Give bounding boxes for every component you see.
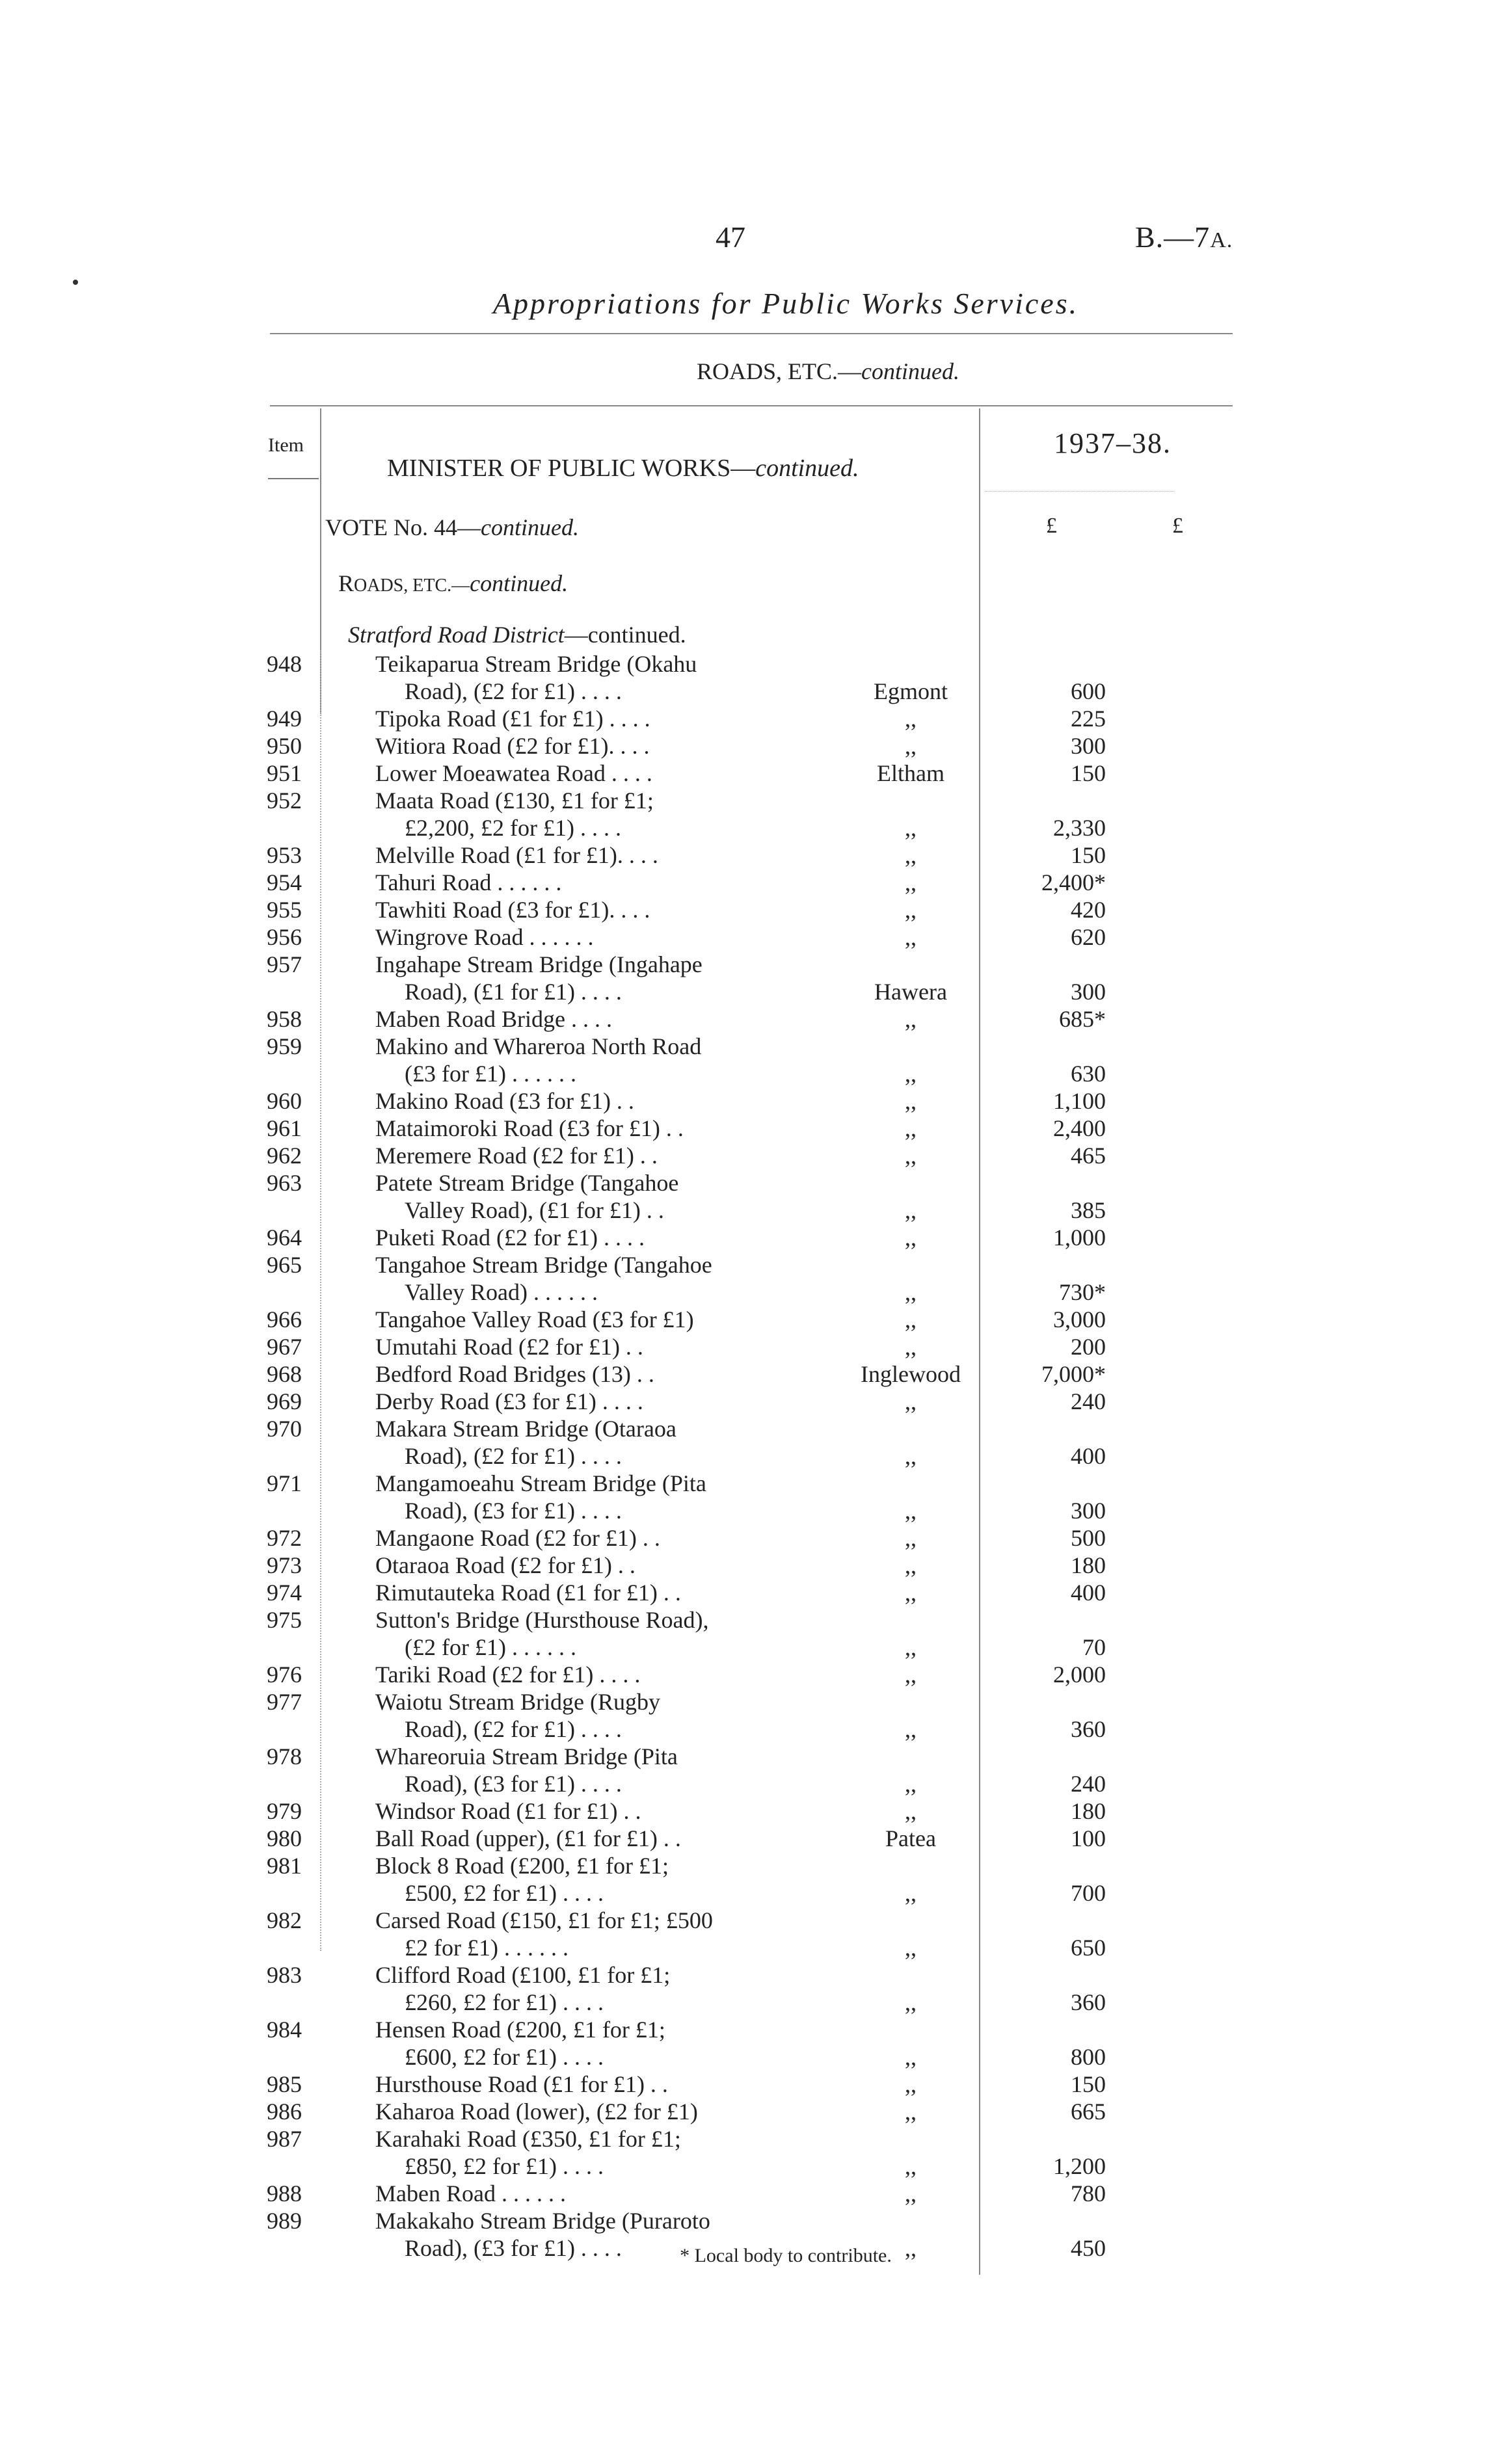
item-description-line1: Kaharoa Road (lower), (£2 for £1) bbox=[375, 2099, 698, 2125]
item-description bbox=[375, 1251, 785, 1306]
item-description-line1: Tawhiti Road (£3 for £1). . . . bbox=[375, 897, 650, 923]
item-number: 976 bbox=[267, 1662, 302, 1688]
roads-cap: R bbox=[338, 570, 355, 596]
item-description-line1: Makino and Whareroa North Road bbox=[375, 1033, 702, 1059]
item-description-line1: Mangamoeahu Stream Bridge (Pita bbox=[375, 1470, 706, 1496]
page-reference bbox=[1135, 220, 1233, 254]
item-amount: 2,400 bbox=[1053, 1115, 1106, 1141]
item-description bbox=[375, 1224, 785, 1251]
item-location: ,, bbox=[905, 2180, 917, 2206]
item-number: 965 bbox=[267, 1252, 302, 1278]
item-description-line1: Teikaparua Stream Bridge (Okahu bbox=[375, 651, 697, 677]
item-description bbox=[375, 1606, 785, 1661]
item-description bbox=[375, 1142, 785, 1169]
item-description-line1: Patete Stream Bridge (Tangahoe bbox=[375, 1170, 679, 1196]
item-amount: 2,400* bbox=[1041, 869, 1106, 895]
vote-cont: continued. bbox=[480, 514, 579, 540]
minister-main: MINISTER OF PUBLIC WORKS— bbox=[387, 455, 756, 482]
item-number: 964 bbox=[267, 1225, 302, 1251]
item-amount: 360 bbox=[1071, 1716, 1106, 1742]
item-description bbox=[375, 650, 785, 705]
item-amount: 240 bbox=[1071, 1771, 1106, 1797]
page-ref-small: A. bbox=[1210, 228, 1233, 252]
title-rule bbox=[270, 333, 1233, 334]
amount-column-divider bbox=[979, 408, 980, 2275]
item-description bbox=[375, 1087, 785, 1115]
item-description bbox=[375, 2125, 785, 2180]
item-description bbox=[375, 1333, 785, 1360]
item-number: 980 bbox=[267, 1825, 302, 1851]
item-number: 989 bbox=[267, 2208, 302, 2234]
item-description-line1: Maben Road . . . . . . bbox=[375, 2180, 566, 2206]
item-number: 969 bbox=[267, 1388, 302, 1414]
section-cont: continued. bbox=[861, 358, 959, 384]
item-number: 974 bbox=[267, 1580, 302, 1606]
item-number: 954 bbox=[267, 869, 302, 895]
item-description bbox=[375, 732, 785, 760]
item-number: 977 bbox=[267, 1689, 302, 1715]
footnote-text: * Local body to contribute. bbox=[680, 2245, 892, 2266]
item-amount: 240 bbox=[1071, 1388, 1106, 1414]
item-location: ,, bbox=[905, 1634, 917, 1660]
item-amount: 600 bbox=[1071, 678, 1106, 704]
year-rule bbox=[985, 491, 1174, 492]
section-heading bbox=[0, 358, 1487, 385]
item-description-line2: £2 for £1) . . . . . . bbox=[405, 1935, 569, 1961]
section-main: ROADS, ETC.— bbox=[697, 358, 862, 384]
item-description-line1: Mangaone Road (£2 for £1) . . bbox=[375, 1525, 660, 1551]
item-description bbox=[375, 1743, 785, 1797]
item-number: 981 bbox=[267, 1853, 302, 1879]
item-description bbox=[375, 1306, 785, 1333]
item-number: 962 bbox=[267, 1143, 302, 1169]
item-description-line2: (£2 for £1) . . . . . . bbox=[405, 1634, 576, 1660]
item-amount: 150 bbox=[1071, 842, 1106, 868]
item-description bbox=[375, 923, 785, 951]
item-number: 987 bbox=[267, 2126, 302, 2152]
item-location: ,, bbox=[905, 1989, 917, 2015]
item-description-line1: Maata Road (£130, £1 for £1; bbox=[375, 788, 654, 814]
item-description-line2: £500, £2 for £1) . . . . bbox=[405, 1880, 604, 1906]
item-description-line2: Road), (£2 for £1) . . . . bbox=[405, 678, 622, 704]
item-description bbox=[375, 1033, 785, 1087]
item-description-line2: Road), (£2 for £1) . . . . bbox=[405, 1716, 622, 1742]
item-description-line1: Makino Road (£3 for £1) . . bbox=[375, 1088, 634, 1114]
item-number: 948 bbox=[267, 651, 302, 677]
item-location: ,, bbox=[905, 1935, 917, 1961]
item-amount: 1,100 bbox=[1053, 1088, 1106, 1114]
item-amount: 7,000* bbox=[1041, 1361, 1106, 1387]
item-description bbox=[375, 1415, 785, 1470]
item-description-line1: Tipoka Road (£1 for £1) . . . . bbox=[375, 706, 650, 732]
item-amount: 400 bbox=[1071, 1580, 1106, 1606]
item-number: 972 bbox=[267, 1525, 302, 1551]
item-amount: 200 bbox=[1071, 1334, 1106, 1360]
item-location: ,, bbox=[905, 2153, 917, 2179]
item-description-line1: Tangahoe Stream Bridge (Tangahoe bbox=[375, 1252, 712, 1278]
item-location: ,, bbox=[905, 1662, 917, 1688]
item-amount: 180 bbox=[1071, 1552, 1106, 1578]
item-number: 971 bbox=[267, 1470, 302, 1496]
item-description bbox=[375, 705, 785, 732]
item-location: ,, bbox=[905, 1197, 917, 1223]
item-description-line1: Ingahape Stream Bridge (Ingahape bbox=[375, 951, 703, 977]
minister-heading bbox=[387, 454, 859, 483]
item-description bbox=[375, 2180, 785, 2207]
item-description bbox=[375, 1552, 785, 1579]
item-description-line1: Otaraoa Road (£2 for £1) . . bbox=[375, 1552, 636, 1578]
item-description-line1: Witiora Road (£2 for £1). . . . bbox=[375, 733, 650, 759]
item-description bbox=[375, 1797, 785, 1825]
item-number: 986 bbox=[267, 2099, 302, 2125]
year-header: 1937–38. bbox=[1054, 427, 1172, 459]
item-description bbox=[375, 2071, 785, 2098]
page-title bbox=[0, 286, 1487, 321]
item-location: ,, bbox=[905, 869, 917, 895]
item-number: 949 bbox=[267, 706, 302, 732]
page-number: 47 bbox=[716, 220, 745, 254]
item-number: 970 bbox=[267, 1416, 302, 1442]
item-description-line1: Clifford Road (£100, £1 for £1; bbox=[375, 1962, 671, 1988]
item-description bbox=[375, 1825, 785, 1852]
item-location: ,, bbox=[905, 1225, 917, 1251]
item-location: ,, bbox=[905, 1115, 917, 1141]
district-heading bbox=[348, 621, 686, 648]
item-location: ,, bbox=[905, 1580, 917, 1606]
item-description-line2: Valley Road) . . . . . . bbox=[405, 1279, 598, 1305]
district-name: Stratford Road District bbox=[348, 622, 565, 648]
item-location: ,, bbox=[905, 1388, 917, 1414]
item-number: 968 bbox=[267, 1361, 302, 1387]
item-amount: 450 bbox=[1071, 2235, 1106, 2261]
item-description-line1: Bedford Road Bridges (13) . . bbox=[375, 1361, 654, 1387]
item-location: ,, bbox=[905, 924, 917, 950]
item-description-line1: Sutton's Bridge (Hursthouse Road), bbox=[375, 1607, 709, 1633]
item-description bbox=[375, 951, 785, 1005]
item-amount: 2,000 bbox=[1053, 1662, 1106, 1688]
item-description-line1: Umutahi Road (£2 for £1) . . bbox=[375, 1334, 643, 1360]
item-number: 951 bbox=[267, 760, 302, 786]
item-location: ,, bbox=[905, 1716, 917, 1742]
item-description-line1: Maben Road Bridge . . . . bbox=[375, 1006, 612, 1032]
item-number: 958 bbox=[267, 1006, 302, 1032]
item-amount: 500 bbox=[1071, 1525, 1106, 1551]
item-location: ,, bbox=[905, 1061, 917, 1087]
item-amount: 150 bbox=[1071, 760, 1106, 786]
item-description-line1: Wingrove Road . . . . . . bbox=[375, 924, 594, 950]
item-description-line1: Puketi Road (£2 for £1) . . . . bbox=[375, 1225, 645, 1251]
item-description-line2: £850, £2 for £1) . . . . bbox=[405, 2153, 604, 2179]
item-number: 955 bbox=[267, 897, 302, 923]
item-amount: 150 bbox=[1071, 2071, 1106, 2097]
item-header-rule bbox=[268, 478, 319, 479]
item-amount: 465 bbox=[1071, 1143, 1106, 1169]
item-amount: 620 bbox=[1071, 924, 1106, 950]
item-location: ,, bbox=[905, 1552, 917, 1578]
item-amount: 650 bbox=[1071, 1935, 1106, 1961]
item-description-line2: Road), (£3 for £1) . . . . bbox=[405, 2235, 622, 2261]
item-amount: 630 bbox=[1071, 1061, 1106, 1087]
item-number: 957 bbox=[267, 951, 302, 977]
item-location: ,, bbox=[905, 1880, 917, 1906]
item-description bbox=[375, 1005, 785, 1033]
item-location: ,, bbox=[905, 1798, 917, 1824]
item-description bbox=[375, 1524, 785, 1552]
currency-symbol-2: £ bbox=[1172, 514, 1183, 538]
item-amount: 1,000 bbox=[1053, 1225, 1106, 1251]
item-description-line1: Rimutauteka Road (£1 for £1) . . bbox=[375, 1580, 681, 1606]
item-amount: 1,200 bbox=[1053, 2153, 1106, 2179]
item-description-line1: Hursthouse Road (£1 for £1) . . bbox=[375, 2071, 668, 2097]
item-number: 953 bbox=[267, 842, 302, 868]
item-location: Patea bbox=[885, 1825, 936, 1851]
item-location: ,, bbox=[905, 1498, 917, 1524]
item-amount: 730* bbox=[1059, 1279, 1106, 1305]
item-description-line1: Mataimoroki Road (£3 for £1) . . bbox=[375, 1115, 684, 1141]
page-title-text: Appropriations for Public Works Services. bbox=[492, 287, 1079, 320]
item-description bbox=[375, 1852, 785, 1907]
item-column-divider-dotted bbox=[320, 650, 321, 1951]
item-description-line1: Meremere Road (£2 for £1) . . bbox=[375, 1143, 658, 1169]
item-amount: 225 bbox=[1071, 706, 1106, 732]
item-description bbox=[375, 787, 785, 841]
item-description-line2: Road), (£1 for £1) . . . . bbox=[405, 979, 622, 1005]
item-description bbox=[375, 1470, 785, 1524]
item-location: Eltham bbox=[877, 760, 944, 786]
item-amount: 70 bbox=[1082, 1634, 1106, 1660]
item-description bbox=[375, 1961, 785, 2016]
item-description bbox=[375, 869, 785, 896]
item-location: ,, bbox=[905, 2099, 917, 2125]
item-location: ,, bbox=[905, 1771, 917, 1797]
item-location: ,, bbox=[905, 1279, 917, 1305]
item-amount: 300 bbox=[1071, 1498, 1106, 1524]
item-amount: 800 bbox=[1071, 2044, 1106, 2070]
item-description-line1: Block 8 Road (£200, £1 for £1; bbox=[375, 1853, 669, 1879]
item-amount: 3,000 bbox=[1053, 1306, 1106, 1332]
item-number: 982 bbox=[267, 1907, 302, 1933]
item-amount: 180 bbox=[1071, 1798, 1106, 1824]
item-description-line1: Tahuri Road . . . . . . bbox=[375, 869, 562, 895]
item-location: ,, bbox=[905, 706, 917, 732]
item-description bbox=[375, 1688, 785, 1743]
item-amount: 420 bbox=[1071, 897, 1106, 923]
item-location: ,, bbox=[905, 1006, 917, 1032]
page-ref-main: B.—7 bbox=[1135, 220, 1211, 254]
item-number: 960 bbox=[267, 1088, 302, 1114]
item-description-line2: £2,200, £2 for £1) . . . . bbox=[405, 815, 621, 841]
roads-cont: continued. bbox=[470, 570, 569, 596]
item-amount: 300 bbox=[1071, 979, 1106, 1005]
item-location: ,, bbox=[905, 2235, 917, 2261]
item-amount: 300 bbox=[1071, 733, 1106, 759]
item-number: 959 bbox=[267, 1033, 302, 1059]
footnote bbox=[0, 2245, 1487, 2267]
item-column-header: Item bbox=[268, 434, 304, 456]
item-number: 978 bbox=[267, 1743, 302, 1769]
item-description-line1: Whareoruia Stream Bridge (Pita bbox=[375, 1743, 678, 1769]
item-description-line1: Melville Road (£1 for £1). . . . bbox=[375, 842, 658, 868]
item-amount: 100 bbox=[1071, 1825, 1106, 1851]
item-location: Egmont bbox=[874, 678, 948, 704]
item-description bbox=[375, 1388, 785, 1415]
item-description-line2: Valley Road), (£1 for £1) . . bbox=[405, 1197, 664, 1223]
item-number: 985 bbox=[267, 2071, 302, 2097]
item-number: 963 bbox=[267, 1170, 302, 1196]
item-location: ,, bbox=[905, 1143, 917, 1169]
item-description bbox=[375, 896, 785, 923]
item-description-line1: Waiotu Stream Bridge (Rugby bbox=[375, 1689, 661, 1715]
header-rule bbox=[270, 405, 1233, 406]
item-location: Hawera bbox=[874, 979, 947, 1005]
item-location: ,, bbox=[905, 733, 917, 759]
item-number: 973 bbox=[267, 1552, 302, 1578]
item-number: 983 bbox=[267, 1962, 302, 1988]
item-location: ,, bbox=[905, 897, 917, 923]
currency-symbol-1: £ bbox=[1046, 514, 1057, 538]
item-description-line2: Road), (£3 for £1) . . . . bbox=[405, 1498, 622, 1524]
district-cont: —continued. bbox=[564, 622, 686, 648]
item-description bbox=[375, 760, 785, 787]
item-number: 967 bbox=[267, 1334, 302, 1360]
item-amount: 780 bbox=[1071, 2180, 1106, 2206]
item-location: Inglewood bbox=[861, 1361, 961, 1387]
item-amount: 2,330 bbox=[1053, 815, 1106, 841]
item-description-line1: Windsor Road (£1 for £1) . . bbox=[375, 1798, 641, 1824]
item-number: 966 bbox=[267, 1306, 302, 1332]
item-amount: 665 bbox=[1071, 2099, 1106, 2125]
item-description-line1: Makakaho Stream Bridge (Puraroto bbox=[375, 2208, 710, 2234]
item-location: ,, bbox=[905, 2044, 917, 2070]
item-number: 956 bbox=[267, 924, 302, 950]
item-description-line1: Ball Road (upper), (£1 for £1) . . bbox=[375, 1825, 681, 1851]
item-description-line1: Derby Road (£3 for £1) . . . . bbox=[375, 1388, 643, 1414]
item-number: 961 bbox=[267, 1115, 302, 1141]
item-description bbox=[375, 2016, 785, 2071]
item-description bbox=[375, 841, 785, 869]
item-location: ,, bbox=[905, 842, 917, 868]
item-description-line1: Hensen Road (£200, £1 for £1; bbox=[375, 2017, 665, 2043]
item-description bbox=[375, 1115, 785, 1142]
item-location: ,, bbox=[905, 1088, 917, 1114]
item-amount: 685* bbox=[1059, 1006, 1106, 1032]
roads-subheading bbox=[338, 570, 568, 597]
item-number: 975 bbox=[267, 1607, 302, 1633]
item-amount: 700 bbox=[1071, 1880, 1106, 1906]
item-amount: 400 bbox=[1071, 1443, 1106, 1469]
item-number: 952 bbox=[267, 788, 302, 814]
item-amount: 360 bbox=[1071, 1989, 1106, 2015]
item-location: ,, bbox=[905, 1525, 917, 1551]
vote-heading bbox=[325, 514, 579, 541]
item-location: ,, bbox=[905, 1334, 917, 1360]
item-number: 984 bbox=[267, 2017, 302, 2043]
item-location: ,, bbox=[905, 1306, 917, 1332]
item-description bbox=[375, 1360, 785, 1388]
item-description-line2: £600, £2 for £1) . . . . bbox=[405, 2044, 604, 2070]
item-description bbox=[375, 2098, 785, 2125]
item-number: 950 bbox=[267, 733, 302, 759]
item-location: ,, bbox=[905, 815, 917, 841]
item-location: ,, bbox=[905, 2071, 917, 2097]
roads-small: OADS, ETC.— bbox=[354, 576, 470, 596]
item-description-line1: Lower Moeawatea Road . . . . bbox=[375, 760, 652, 786]
item-description bbox=[375, 1579, 785, 1606]
item-description bbox=[375, 1907, 785, 1961]
item-description-line1: Karahaki Road (£350, £1 for £1; bbox=[375, 2126, 681, 2152]
item-location: ,, bbox=[905, 1443, 917, 1469]
item-description-line2: £260, £2 for £1) . . . . bbox=[405, 1989, 604, 2015]
item-description-line1: Tariki Road (£2 for £1) . . . . bbox=[375, 1662, 641, 1688]
minister-cont: continued. bbox=[755, 455, 859, 482]
item-number: 979 bbox=[267, 1798, 302, 1824]
item-number: 988 bbox=[267, 2180, 302, 2206]
item-description-line2: Road), (£3 for £1) . . . . bbox=[405, 1771, 622, 1797]
item-description-line2: (£3 for £1) . . . . . . bbox=[405, 1061, 576, 1087]
item-description-line2: Road), (£2 for £1) . . . . bbox=[405, 1443, 622, 1469]
item-description-line1: Makara Stream Bridge (Otaraoa bbox=[375, 1416, 677, 1442]
vote-main: VOTE No. 44— bbox=[325, 514, 481, 540]
item-amount: 385 bbox=[1071, 1197, 1106, 1223]
item-description-line1: Carsed Road (£150, £1 for £1; £500 bbox=[375, 1907, 713, 1933]
item-description bbox=[375, 1169, 785, 1224]
item-description bbox=[375, 1661, 785, 1688]
item-description-line1: Tangahoe Valley Road (£3 for £1) bbox=[375, 1306, 694, 1332]
stray-mark bbox=[73, 280, 78, 285]
